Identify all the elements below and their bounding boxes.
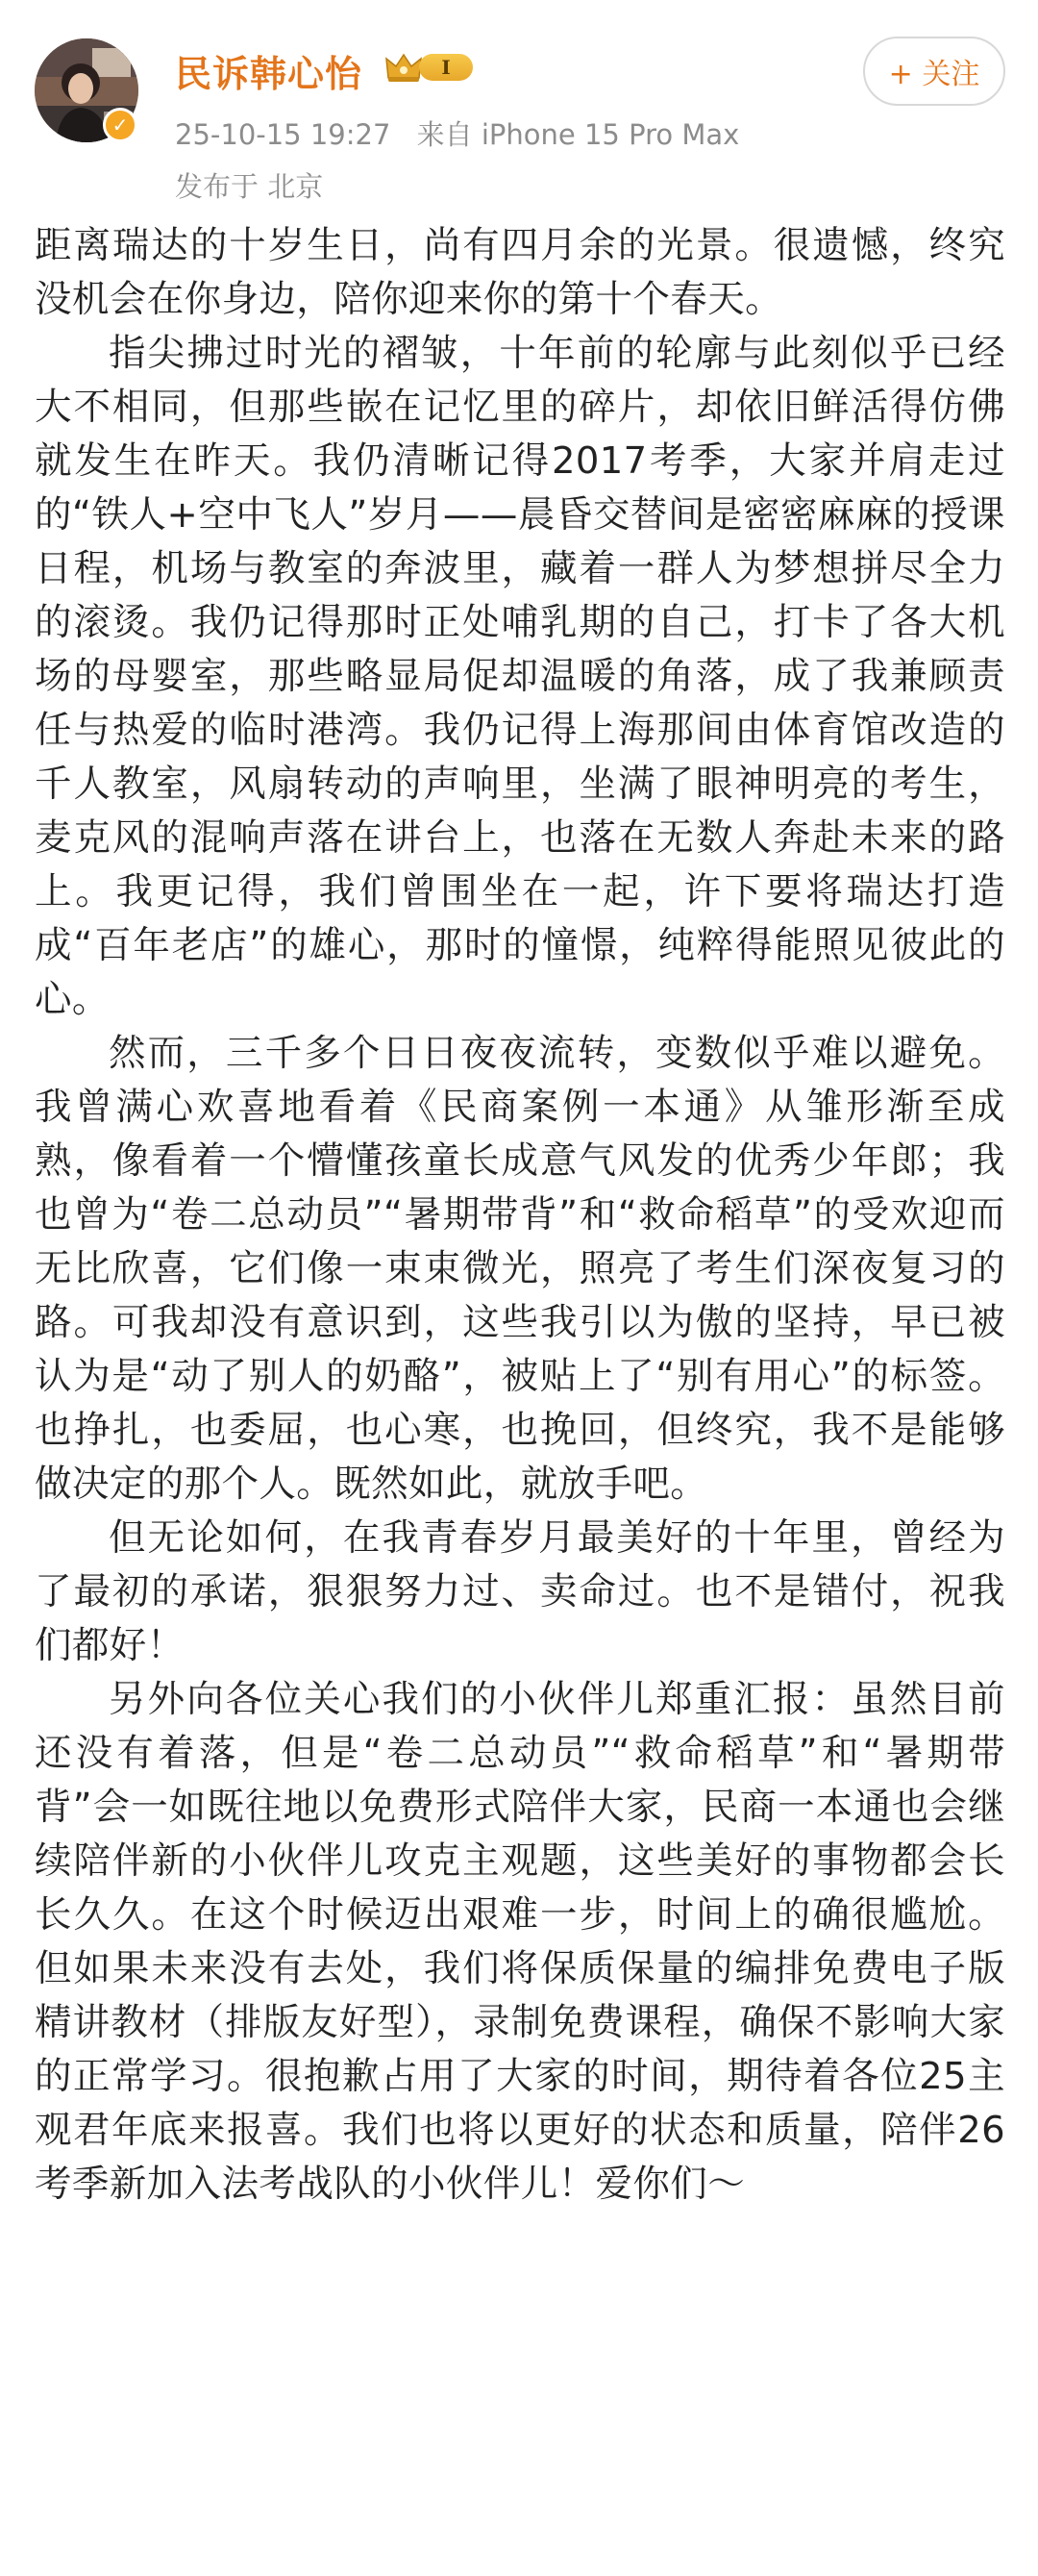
post-paragraph: 然而，三千多个日日夜夜流转，变数似乎难以避免。我曾满心欢喜地看着《民商案例一本通》从雏形渐至成熟，像看着一个懵懂孩童长成意气风发的优秀少年郎；我也曾为“卷二总动员”“暑期带背”和“救命稻草”的受欢迎而无比欣喜，它们像一束束微光，照亮了考生们深夜复习的路。可我却没有意识到，这些我引以为傲的坚持，早已被认为是“动了别人的奶酪”，被贴上了“别有用心”的标签。也挣扎，也委屈，也心寒，也挽回，但终究，我不是能够做决定的那个人。既然如此，就放手吧。 (35, 1032, 1005, 1506)
crown-level-icon (384, 51, 423, 84)
post-location: 发布于 北京 (175, 170, 324, 203)
post-source: 来自 iPhone 15 Pro Max (416, 118, 740, 151)
post-timestamp: 25-10-15 19:27 (175, 118, 391, 151)
level-label: I (419, 54, 473, 81)
post-meta (175, 113, 756, 153)
post-body (35, 219, 1005, 2212)
verified-badge-icon: ✓ (103, 108, 137, 142)
author-name[interactable]: 民诉韩心怡 (175, 53, 363, 95)
post-paragraph: 距离瑞达的十岁生日，尚有四月余的光景。很遗憾，终究没机会在你身边，陪你迎来你的第十个春天。 (35, 224, 1005, 321)
post-paragraph: 但无论如何，在我青春岁月最美好的十年里，曾经为了最初的承诺，狠狠努力过、卖命过。也不是错付，祝我们都好！ (35, 1516, 1005, 1667)
post-header (0, 0, 1038, 202)
level-badge[interactable] (384, 50, 482, 85)
post-paragraph: 指尖拂过时光的褶皱，十年前的轮廓与此刻似乎已经大不相同，但那些嵌在记忆里的碎片，却依旧鲜活得仿佛就发生在昨天。我仍清晰记得2017考季，大家并肩走过的“铁人+空中飞人”岁月——晨昏交替间是密密麻麻的授课日程，机场与教室的奔波里，藏着一群人为梦想拼尽全力的滚烫。我仍记得那时正处哺乳期的自己，打卡了各大机场的母婴室，那些略显局促却温暖的角落，成了我兼顾责任与热爱的临时港湾。我仍记得上海那间由体育馆改造的千人教室，风扇转动的声响里，坐满了眼神明亮的考生，麦克风的混响声落在讲台上，也落在无数人奔赴未来的路上。我更记得，我们曾围坐在一起，许下要将瑞达打造成“百年老店”的雄心，那时的憧憬，纯粹得能照见彼此的心。 (35, 332, 1005, 1021)
follow-button[interactable]: + 关注 (863, 37, 1005, 106)
post-paragraph: 另外向各位关心我们的小伙伴儿郑重汇报：虽然目前还没有着落，但是“卷二总动员”“救命稻草”和“暑期带背”会一如既往地以免费形式陪伴大家，民商一本通也会继续陪伴新的小伙伴儿攻克主观题，这些美好的事物都会长长久久。在这个时候迈出艰难一步，时间上的确很尴尬。但如果未来没有去处，我们将保质保量的编排免费电子版精讲教材（排版友好型），录制免费课程，确保不影响大家的正常学习。很抱歉占用了大家的时间，期待着各位25主观君年底来报喜。我们也将以更好的状态和质量，陪伴26考季新加入法考战队的小伙伴儿！爱你们～ (35, 1678, 1005, 2206)
